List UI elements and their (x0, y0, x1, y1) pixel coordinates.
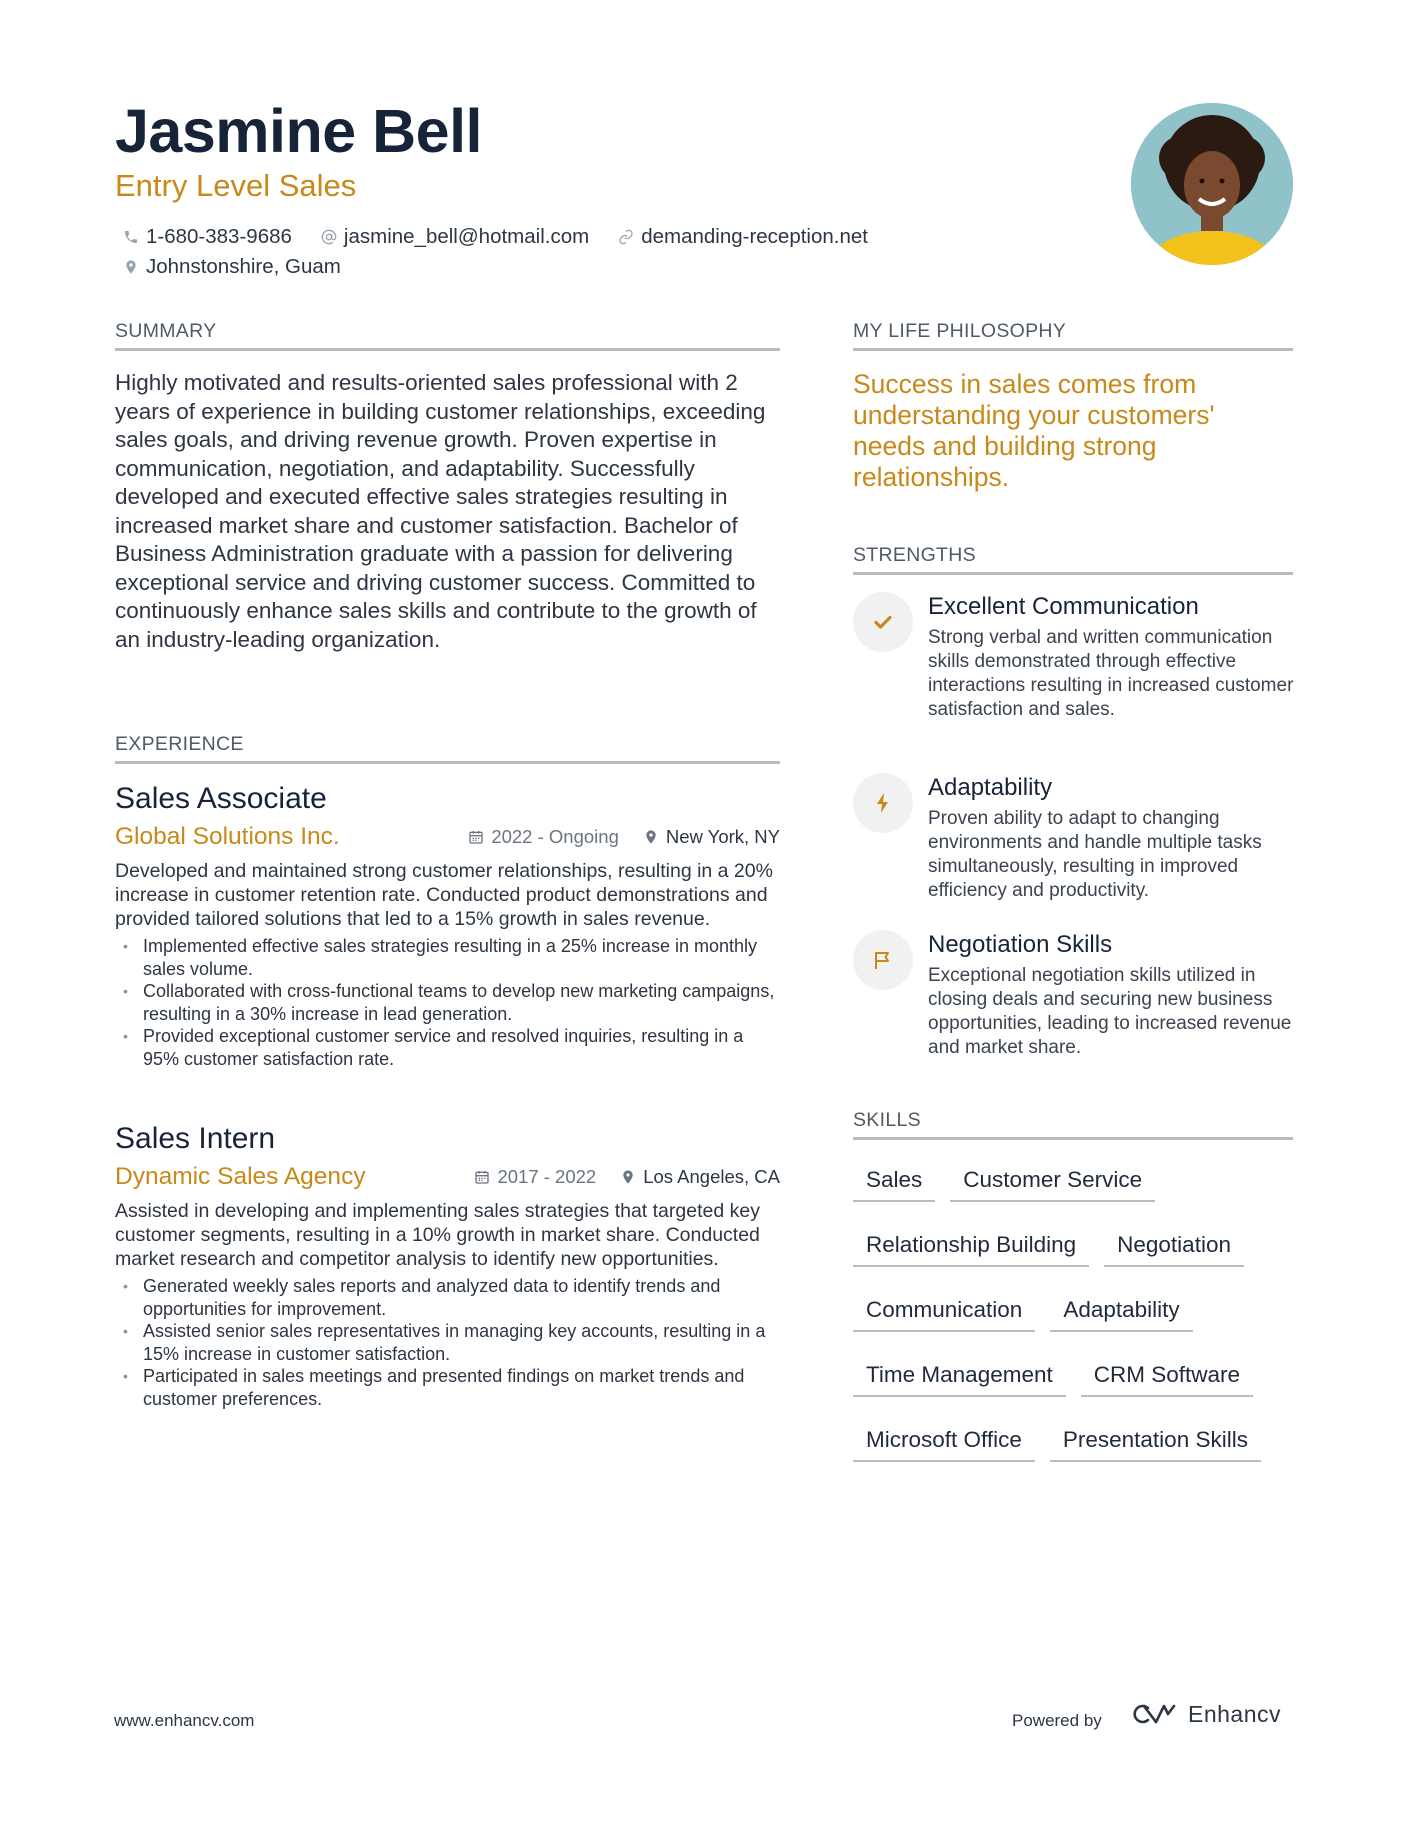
job-location: New York, NY (643, 826, 780, 848)
skill-tag: CRM Software (1081, 1357, 1253, 1397)
job-entry (115, 780, 780, 1070)
website-text: demanding-reception.net (641, 225, 868, 248)
job-title: Sales Intern (115, 1122, 276, 1155)
philosophy-quote: Success in sales comes from understanding your customers' needs and building strong relationships. (853, 369, 1215, 492)
map-pin-icon (620, 1169, 636, 1185)
phone-contact[interactable] (122, 225, 292, 249)
job-entry (115, 1120, 780, 1410)
philosophy-heading: MY LIFE PHILOSOPHY (853, 320, 1293, 351)
skill-tag: Customer Service (950, 1162, 1155, 1202)
profile-photo (1131, 103, 1293, 265)
skill-tag: Communication (853, 1292, 1035, 1332)
skill-tag: Adaptability (1050, 1292, 1192, 1332)
list-item: • Participated in sales meetings and presented findings on market trends and customer preferences. (115, 1365, 780, 1410)
strength-title: Adaptability (928, 774, 1053, 801)
job-title: Sales Associate (115, 782, 327, 815)
list-item: • Collaborated with cross-functional teams to develop new marketing campaigns, resulting in a 30% increase in lead generation. (115, 980, 780, 1025)
phone-text: 1-680-383-9686 (146, 225, 292, 248)
calendar-icon (468, 829, 484, 845)
skills-list (853, 1162, 1298, 1462)
summary-text: Highly motivated and results-oriented sales professional with 2 years of experience in building customer relationships, exceeding sales goals, and driving revenue growth. Proven expertise in communication, negotiation, and adaptability. Successfully developed and executed effective sales strategies resulting in increased market share and customer satisfaction. Bachelor of Business Administration graduate with a passion for delivering exceptional service and driving customer success. Committed to continuously enhance sales skills and contribute to the growth of an industry-leading organization. (115, 370, 766, 652)
job-bullets (115, 1275, 780, 1410)
skill-tag: Negotiation (1104, 1227, 1244, 1267)
list-item: • Assisted senior sales representatives in managing key accounts, resulting in a 15% increase in customer satisfaction. (115, 1320, 780, 1365)
job-dates: 2022 - Ongoing (468, 826, 619, 848)
list-item: • Implemented effective sales strategies resulting in a 25% increase in monthly sales volume. (115, 935, 780, 980)
enhancv-logo-icon (1130, 1700, 1178, 1728)
brand-name: Enhancv (1188, 1700, 1282, 1727)
job-bullets (115, 935, 780, 1070)
flag-icon (853, 930, 913, 990)
at-icon (320, 228, 338, 246)
strength-title: Negotiation Skills (928, 931, 1113, 958)
candidate-headline: Entry Level Sales (115, 168, 357, 203)
skill-tag: Relationship Building (853, 1227, 1089, 1267)
strength-title: Excellent Communication (928, 593, 1199, 620)
footer-url[interactable]: www.enhancv.com (114, 1711, 255, 1730)
skill-tag: Time Management (853, 1357, 1066, 1397)
skill-tag: Microsoft Office (853, 1422, 1035, 1462)
skills-heading: SKILLS (853, 1109, 1293, 1140)
candidate-name: Jasmine Bell (115, 97, 482, 165)
strength-description: Proven ability to adapt to changing environments and handle multiple tasks simultaneously, resulting in improved efficiency and productivity. (928, 808, 1262, 901)
strength-description: Strong verbal and written communication skills demonstrated through effective interactions resulting in increased customer satisfaction and sales. (928, 627, 1294, 720)
email-contact[interactable] (320, 225, 589, 249)
lightning-icon (853, 773, 913, 833)
website-contact[interactable] (617, 225, 868, 249)
check-icon (853, 592, 913, 652)
experience-heading: EXPERIENCE (115, 733, 780, 764)
calendar-icon (474, 1169, 490, 1185)
map-pin-icon (643, 829, 659, 845)
strengths-heading: STRENGTHS (853, 544, 1293, 575)
job-location: Los Angeles, CA (620, 1166, 780, 1188)
job-company: Dynamic Sales Agency (115, 1163, 366, 1190)
contact-info (122, 222, 942, 282)
phone-icon (122, 228, 140, 246)
job-description: Assisted in developing and implementing sales strategies that targeted key customer segments, resulting in a 10% growth in market share. Conducted market research and competitor analysis to identify new opportunities. (115, 1200, 760, 1270)
link-icon (617, 228, 635, 246)
summary-heading: SUMMARY (115, 320, 780, 351)
list-item: • Provided exceptional customer service and resolved inquiries, resulting in a 95% customer satisfaction rate. (115, 1025, 780, 1070)
list-item: • Generated weekly sales reports and analyzed data to identify trends and opportunities for improvement. (115, 1275, 780, 1320)
location-contact (122, 255, 341, 279)
enhancv-logo[interactable] (1130, 1700, 1281, 1728)
map-pin-icon (122, 258, 140, 276)
job-company: Global Solutions Inc. (115, 823, 340, 850)
powered-by-label: Powered by (1012, 1711, 1102, 1730)
skill-tag: Sales (853, 1162, 935, 1202)
job-description: Developed and maintained strong customer relationships, resulting in a 20% increase in customer retention rate. Conducted product demonstrations and provided tailored solutions that led to a 15% growth in sales revenue. (115, 860, 773, 930)
strength-description: Exceptional negotiation skills utilized in closing deals and securing new business opportunities, leading to increased revenue and market share. (928, 965, 1292, 1058)
skill-tag: Presentation Skills (1050, 1422, 1261, 1462)
location-text: Johnstonshire, Guam (146, 255, 341, 278)
job-dates: 2017 - 2022 (474, 1166, 596, 1188)
email-text: jasmine_bell@hotmail.com (343, 225, 590, 248)
